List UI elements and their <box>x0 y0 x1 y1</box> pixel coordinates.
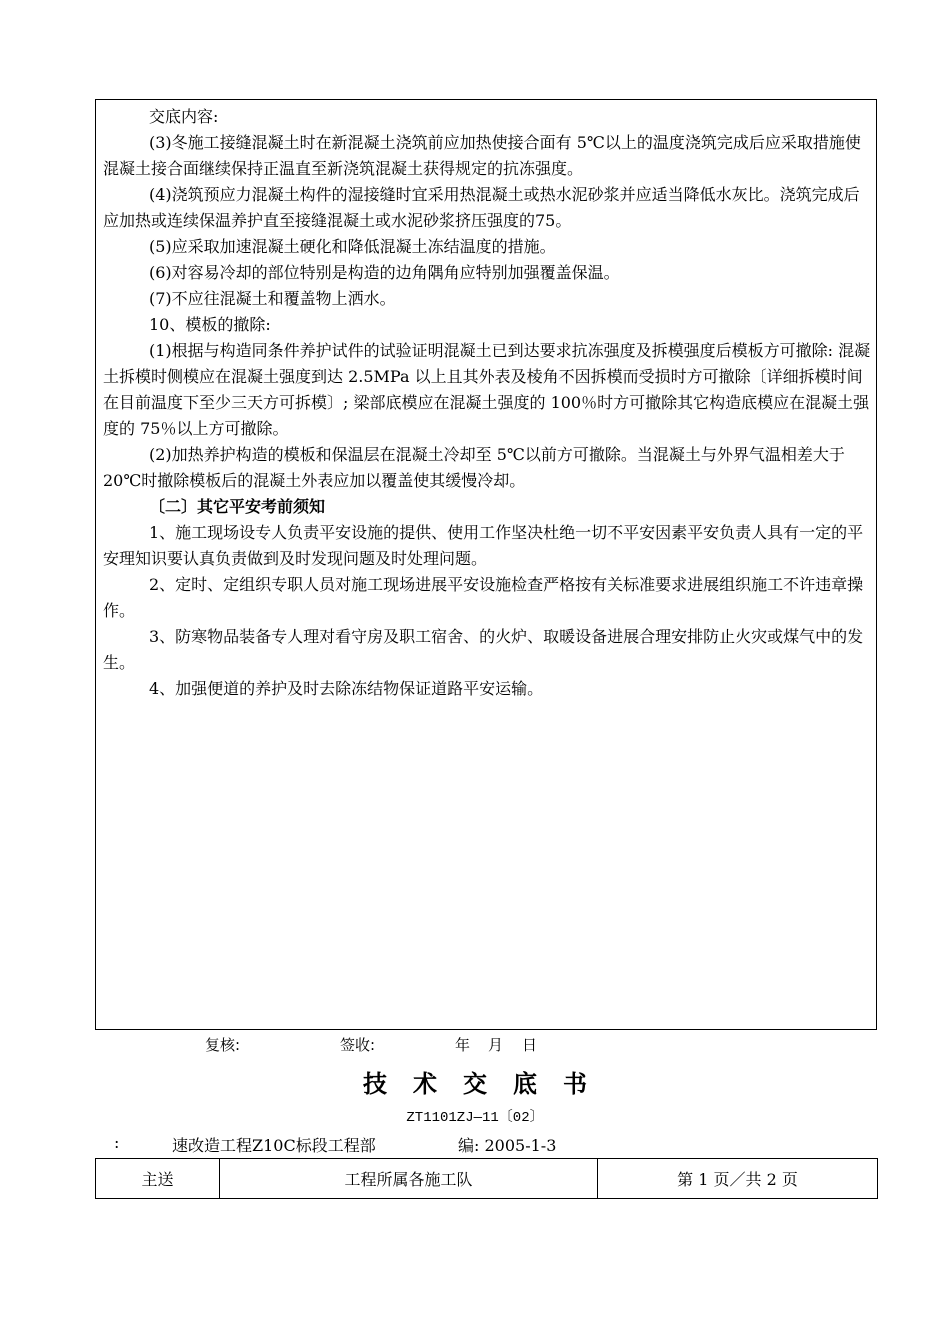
document-code: ZT1101ZJ—11〔02〕 <box>406 1110 544 1126</box>
paragraph-4: (4)浇筑预应力混凝土构件的湿接缝时宜采用热混凝土或热水泥砂浆并应适当降低水灰比。浇筑完成后应加热或连续保温养护直至接缝混凝土或水泥砂浆挤压强度的75。 <box>103 185 860 230</box>
receive-label: 签收: <box>340 1036 376 1054</box>
paragraph-3: (3)冬施工接缝混凝土时在新混凝土浇筑前应加热使接合面有 5℃以上的温度浇筑完成后应采取措施使混凝土接合面继续保持正温直至新浇筑混凝土获得规定的抗冻强度。 <box>103 133 861 178</box>
paragraph-10-1: (1)根据与构造同条件养护试件的试验证明混凝土已到达要求抗冻强度及拆模强度后模板方可撤除: 混凝土拆模时侧模应在混凝土强度到达 2.5MPa 以上且其外表及棱角不因拆模而受损时方可撤除〔详细拆模时间在目前温度下至少三天方可拆模〕; 梁部底模应在混凝土强度的 100％时方可撤除其它构造底模应在混凝土强度的 75％以上方可撤除。 <box>103 341 871 438</box>
safety-item-1: 1、施工现场设专人负责平安设施的提供、使用工作坚决杜绝一切不平安因素平安负责人具有一定的平安理知识要认真负责做到及时发现问题及时处理问题。 <box>103 523 864 568</box>
year-label: 年 <box>455 1036 471 1054</box>
content-body <box>103 104 871 702</box>
safety-item-4: 4、加强便道的养护及时去除冻结物保证道路平安运输。 <box>149 679 544 698</box>
compile-date: 编: 2005-1-3 <box>458 1136 557 1155</box>
paragraph-7: (7)不应往混凝土和覆盖物上洒水。 <box>149 289 396 308</box>
page-number-cell: 第 1 页／共 2 页 <box>598 1159 878 1199</box>
section-10-heading: 10、模板的撤除: <box>149 315 271 334</box>
safety-item-2: 2、定时、定组织专职人员对施工现场进展平安设施检查严格按有关标准要求进展组织施工不许违章操作。 <box>103 575 864 620</box>
content-heading: 交底内容: <box>149 107 219 126</box>
paragraph-5: (5)应采取加速混凝土硬化和降低混凝土冻结温度的措施。 <box>149 237 556 256</box>
month-label: 月 <box>488 1036 504 1054</box>
table-row <box>96 1159 878 1199</box>
paragraph-10-2: (2)加热养护构造的模板和保温层在混凝土冷却至 5℃以前方可撤除。当混凝土与外界气温相差大于 20℃时撤除模板后的混凝土外表应加以覆盖使其缓慢冷却。 <box>103 445 845 490</box>
section-2-heading: 〔二〕其它平安考前须知 <box>149 497 326 516</box>
meta-line <box>0 1133 950 1155</box>
safety-item-3: 3、防寒物品装备专人理对看守房及职工宿舍、的火炉、取暖设备进展合理安排防止火灾或煤气中的发生。 <box>103 627 864 672</box>
issuing-unit: 速改造工程Z10C标段工程部 <box>172 1136 376 1155</box>
distribution-table <box>95 1158 878 1199</box>
recipient-label-cell: 主送 <box>96 1159 220 1199</box>
content-box <box>95 99 877 1030</box>
review-label: 复核: <box>205 1036 241 1054</box>
paragraph-6: (6)对容易冷却的部位特别是构造的边角隅角应特别加强覆盖保温。 <box>149 263 620 282</box>
day-label: 日 <box>522 1036 538 1054</box>
signature-line <box>0 1034 950 1056</box>
meta-colon: : <box>114 1133 120 1152</box>
recipient-cell: 工程所属各施工队 <box>220 1159 598 1199</box>
document-title: 技术交底书 <box>363 1070 613 1098</box>
